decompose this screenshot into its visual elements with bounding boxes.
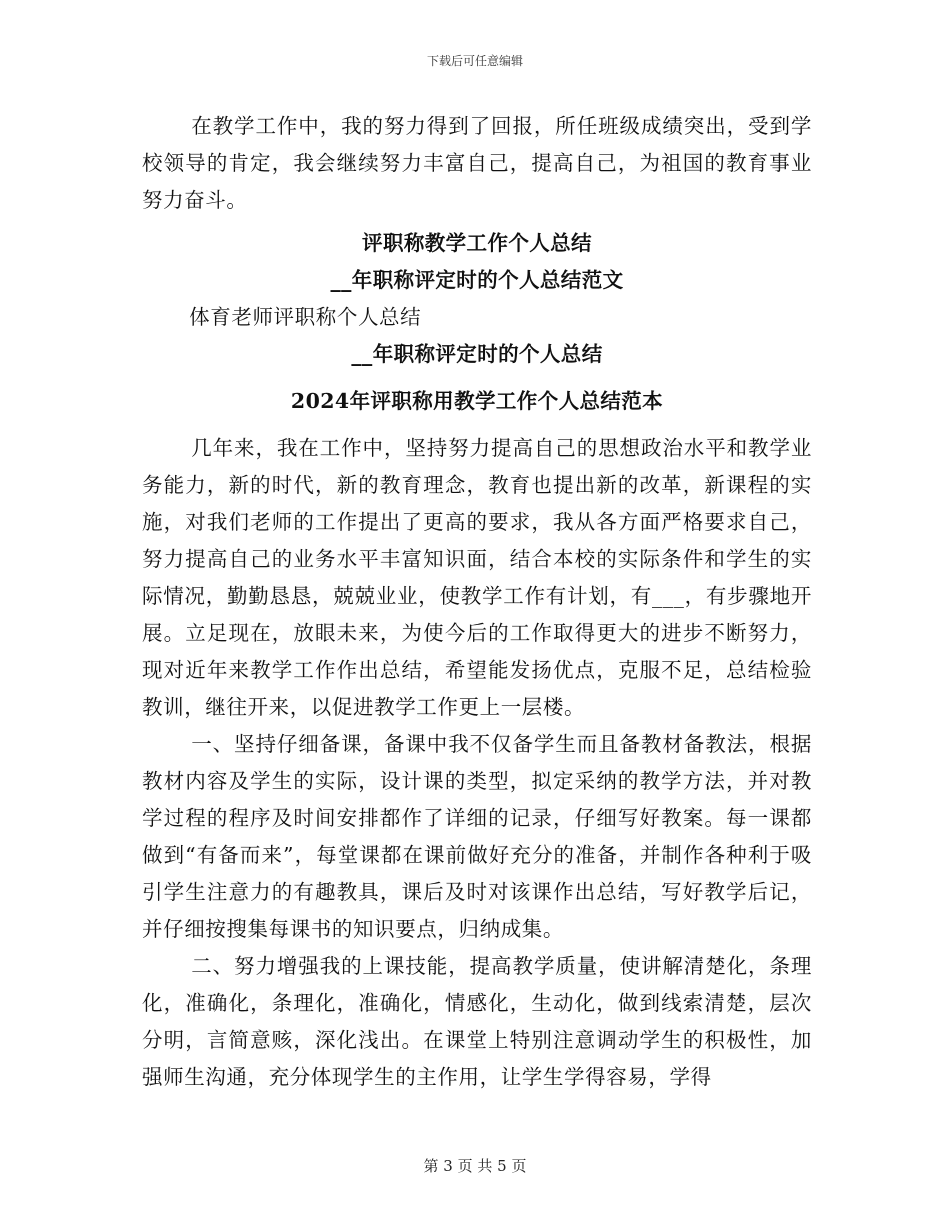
page-header: 下载后可任意编辑: [426, 54, 523, 68]
line-pe-teacher: 体育老师评职称个人总结: [189, 305, 422, 329]
document-body: [142, 108, 812, 1096]
paragraph-intro: 在教学工作中，我的努力得到了回报，所任班级成绩突出，受到学校领导的肯定，我会继续努力丰富自己，提高自己，为祖国的教育事业努力奋斗。: [142, 114, 812, 212]
heading-2024-template: 2024年评职称用教学工作个人总结范本: [290, 389, 664, 413]
heading-sample-title: __年职称评定时的个人总结范文: [330, 268, 624, 292]
heading-personal-summary: __年职称评定时的个人总结: [351, 342, 603, 366]
heading-summary-title: 评职称教学工作个人总结: [362, 231, 592, 255]
page-footer: 第 3 页 共 5 页: [423, 1157, 527, 1175]
paragraph-overview: 几年来，我在工作中，坚持努力提高自己的思想政治水平和教学业务能力，新的时代，新的教育理念，教育也提出新的改革，新课程的实施，对我们老师的工作提出了更高的要求，我从各方面严格要求自己，努力提高自己的业务水平丰富知识面，结合本校的实际条件和学生的实际情况，勤勤恳恳，兢兢业业，使教学工作有计划，有___，有步骤地开展。立足现在，放眼未来，为使今后的工作取得更大的进步不断努力，现对近年来教学工作作出总结，希望能发扬优点，克服不足，总结检验教训，继往开来，以促进教学工作更上一层楼。: [142, 436, 812, 719]
paragraph-section-one: 一、坚持仔细备课，备课中我不仅备学生而且备教材备教法，根据教材内容及学生的实际，设计课的类型，拟定采纳的教学方法，并对教学过程的程序及时间安排都作了详细的记录，仔细写好教案。每一课都做到“有备而来”，每堂课都在课前做好充分的准备，并制作各种利于吸引学生注意力的有趣教具，课后及时对该课作出总结，写好教学后记，并仔细按搜集每课书的知识要点，归纳成集。: [142, 732, 812, 941]
paragraph-section-two: 二、努力增强我的上课技能，提高教学质量，使讲解清楚化，条理化，准确化，条理化，准确化，情感化，生动化，做到线索清楚，层次分明，言简意赅，深化浅出。在课堂上特别注意调动学生的积极性，加强师生沟通，充分体现学生的主作用，让学生学得容易，学得: [142, 954, 812, 1089]
